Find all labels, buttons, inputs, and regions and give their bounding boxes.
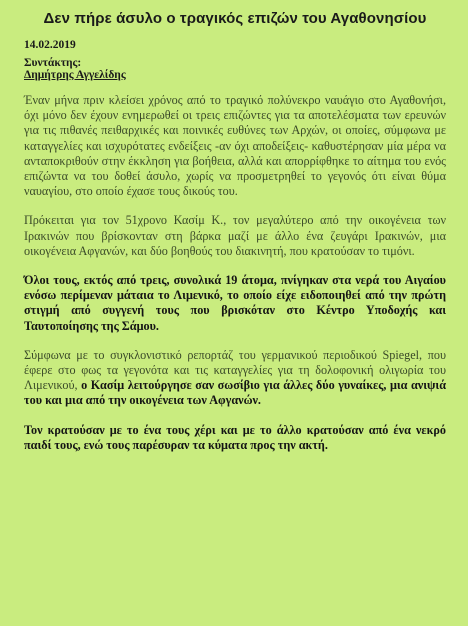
article-date: 14.02.2019: [24, 39, 76, 51]
author-label: Συντάκτης:: [24, 57, 82, 69]
paragraph-3: Όλοι τους, εκτός από τρεις, συνολικά 19 άτομα, πνίγηκαν στα νερά του Αιγαίου ενόσω περίμεναν μάταια το Λιμενικό, το οποίο είχε ειδοποιηθεί από την πρώτη στιγμή από συγγενή τους που βρισκόταν στο Κέντρο Υποδοχής και Ταυτοποίησης της Σάμου.: [24, 273, 446, 333]
paragraph-4-text: Σύμφωνα με το συγκλονιστικό ρεπορτάζ του γερμανικού περιοδικού Spiegel, που έφερε στο φως τα γεγονότα και τις καταγγελίες για τη δολοφονική ολιγωρία του Λιμενικού,: [24, 347, 446, 393]
author-name-link[interactable]: Δημήτρης Αγγελίδης: [24, 69, 126, 81]
paragraph-4-emphasis: ο Κασίμ λειτούργησε σαν σωσίβιο για άλλες δύο γυναίκες, μια ανιψιά του και μια από την οικογένεια των Αφγανών.: [24, 378, 446, 408]
paragraph-4: [24, 348, 446, 409]
paragraph-5: Τον κρατούσαν με το ένα τους χέρι και με το άλλο κρατούσαν από ένα νεκρό παιδί τους, ενώ τους παρέσυραν τα κύματα προς την ακτή.: [24, 422, 446, 452]
article-title: Δεν πήρε άσυλο ο τραγικός επιζών του Αγαθονησίου: [43, 10, 427, 27]
paragraph-1: Έναν μήνα πριν κλείσει χρόνος από το τραγικό πολύνεκρο ναυάγιο στο Αγαθονήσι, όχι μόνο δεν έχουν ενημερωθεί οι τρεις επιζώντες για τα αποτελέσματα των ερευνών για τις πιθανές πειθαρχικές και ποινικές ευθύνες των Αρχών, οι οποίες, σύμφωνα με καταγγελίες και ισχυρότατες ενδείξεις -αν όχι αποδείξεις- καθυστέρησαν μία μέρα να ανταποκριθούν στην έκκληση για βοήθεια, αλλά και απορρίφθηκε το αίτημα του ενός επιζώντα να του δοθεί άσυλο, χωρίς να προσμετρηθεί το γεγονός ότι είναι θύμα ναυαγίου, στο οποίο έχασε τους δικούς του.: [24, 93, 446, 199]
paragraph-2: Πρόκειται για τον 51χρονο Κασίμ Κ., τον μεγαλύτερο από την οικογένεια των Ιρακινών που βρίσκονταν στη βάρκα μαζί με άλλο ένα ζευγάρι Ιρακινών, μια οικογένεια Αφγανών, και δύο βοηθούς του διακινητή, που κρατούσαν το τιμόνι.: [24, 213, 446, 258]
